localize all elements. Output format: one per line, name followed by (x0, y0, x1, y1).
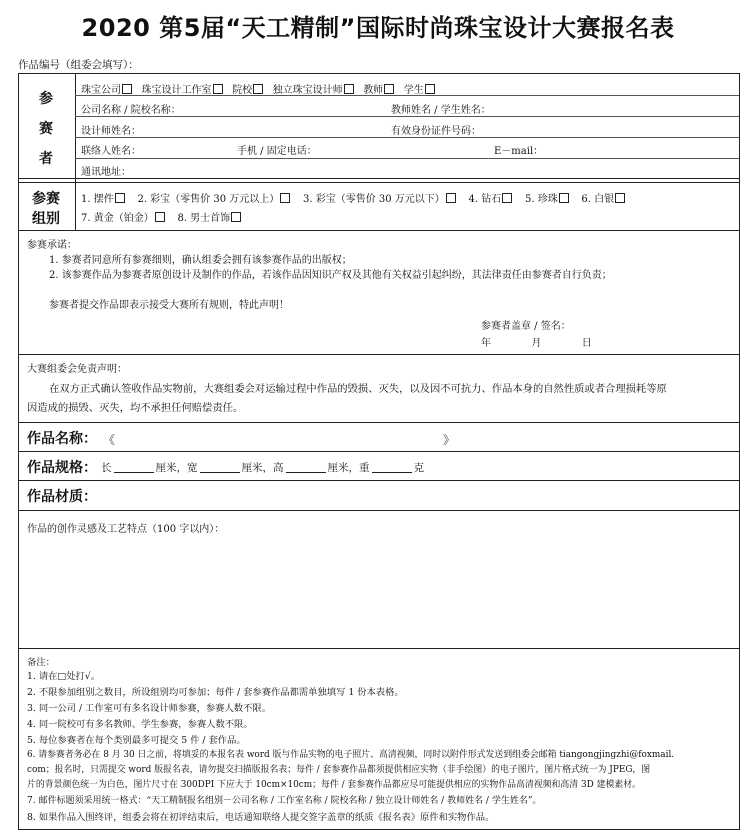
group-option-2: 2. 彩宝（零售价 30 万元以上） (137, 194, 280, 205)
date-day-label: 日 (581, 338, 592, 349)
checkbox-company[interactable] (122, 84, 132, 94)
address-field[interactable]: 通讯地址： (81, 167, 131, 178)
group-option-1: 1. 摆件 (81, 194, 114, 205)
note-4: 4. 同一院校可有多名教师、学生参赛，参赛人数不限。 (27, 719, 253, 730)
note-5: 5. 每位参赛者在每个类别最多可提交 5 件 / 套作品。 (27, 735, 246, 746)
type-student: 学生 (403, 85, 424, 96)
checkbox-group-8[interactable] (231, 212, 241, 222)
checkbox-group-4[interactable] (502, 193, 512, 203)
group-side-label-1: 参赛 (32, 191, 60, 207)
work-name-input[interactable] (119, 428, 439, 446)
participant-side-label-1: 参 (39, 91, 53, 107)
checkbox-teacher[interactable] (384, 84, 394, 94)
commitment-heading: 参赛承诺： (27, 240, 77, 251)
width-input[interactable] (200, 462, 240, 473)
participant-side-label-3: 者 (39, 151, 53, 167)
inspiration-label: 作品的创作灵感及工艺特点（100 字以内）： (27, 524, 225, 535)
height-input[interactable] (286, 462, 326, 473)
checkbox-student[interactable] (425, 84, 435, 94)
participant-side-label-2: 赛 (39, 121, 53, 137)
date-year-label: 年 (481, 338, 491, 349)
inspiration-textarea[interactable] (27, 536, 727, 642)
note-6-line-3: 片的背景颜色统一为白色，图片尺寸在 300DPI 下应大于 10cm×10cm；每件 / 套参赛作品都应尽可能提供相应的实物作品高清视频和高清 3D 建模素材。 (27, 780, 641, 790)
group-option-4: 4. 钻石 (468, 194, 502, 205)
disclaimer-heading: 大赛组委会免责声明： (27, 364, 127, 375)
disclaimer-line-2: 因造成的损毁、灭失，均不承担任何赔偿责任。 (27, 402, 244, 414)
group-option-7: 7. 黄金（铂金） (81, 213, 154, 224)
checkbox-group-6[interactable] (615, 193, 625, 203)
contact-name-field[interactable]: 联络人姓名： (81, 146, 141, 157)
phone-field[interactable]: 手机 / 固定电话： (237, 146, 317, 157)
signature-date (481, 334, 592, 349)
work-name-open-bracket: 《 (103, 433, 116, 447)
type-school: 院校 (232, 85, 253, 96)
note-6-line-1: 6. 请参赛者务必在 8 月 30 日之前，将填妥的本报名表 word 版与作品实物的电子照片、高清视频，同时以附件形式发送到组委会邮箱 tiangongjingzhi@foxmail. (27, 750, 675, 760)
commitment-item-1: 1. 参赛者同意所有参赛细则，确认组委会拥有该参赛作品的出版权； (49, 255, 352, 266)
height-label: 厘米，高 (241, 462, 284, 474)
group-option-5: 5. 珍珠 (524, 194, 558, 205)
checkbox-school[interactable] (253, 84, 263, 94)
work-name-close-bracket: 》 (443, 433, 456, 447)
signature-field[interactable]: 参赛者盖章 / 签名： (481, 321, 571, 332)
commitment-item-2: 2. 该参赛作品为参赛者原创设计及制作的作品，若该作品因知识产权及其他有关权益引起纠纷，其法律责任由参赛者自行负责； (49, 270, 612, 281)
group-side-label-2: 组别 (32, 211, 60, 227)
date-month-label: 月 (531, 338, 542, 349)
side-divider (75, 74, 76, 183)
work-material-label: 作品材质： (27, 489, 97, 505)
length-input[interactable] (114, 462, 154, 473)
checkbox-group-1[interactable] (115, 193, 125, 203)
weight-input[interactable] (372, 462, 412, 473)
note-2: 2. 不限参加组别之数目，所设组别均可参加；每件 / 套参赛作品都需单独填写 1 份本表格。 (27, 687, 404, 698)
work-name-label: 作品名称： (27, 431, 97, 447)
type-studio: 珠宝设计工作室 (141, 85, 212, 96)
form-title: 2020 第5届“天工精制”国际时尚珠宝设计大赛报名表 (81, 14, 675, 42)
participant-type-row (81, 81, 435, 96)
note-3: 3. 同一公司 / 工作室可有多名设计师参赛，参赛人数不限。 (27, 703, 271, 714)
commitment-statement: 参赛者提交作品即表示接受大赛所有规则，特此声明！ (49, 300, 289, 311)
work-material-input[interactable] (99, 484, 729, 506)
width-label: 厘米，宽 (155, 462, 198, 474)
registration-form (18, 73, 740, 830)
group-row-2 (81, 209, 241, 224)
checkbox-independent[interactable] (344, 84, 354, 94)
disclaimer-line-1: 在双方正式确认签收作品实物前，大赛组委会对运输过程中作品的毁损、灭失，以及因不可抗力、作品本身的自然性质或者合理损耗等原 (49, 383, 667, 395)
type-independent: 独立珠宝设计师 (272, 85, 343, 96)
gram-label: 克 (413, 462, 424, 474)
group-option-3: 3. 彩宝（零售价 30 万元以下） (302, 194, 445, 205)
email-field[interactable]: E－mail： (494, 146, 544, 157)
type-company: 珠宝公司 (81, 85, 121, 96)
note-1: 1. 请在□处打√。 (27, 671, 101, 682)
checkbox-group-2[interactable] (280, 193, 290, 203)
work-spec-fields (101, 460, 424, 475)
designer-name-field[interactable]: 设计师姓名： (81, 126, 141, 137)
checkbox-studio[interactable] (213, 84, 223, 94)
company-name-field[interactable]: 公司名称 / 院校名称： (81, 105, 181, 116)
id-number-field[interactable]: 有效身份证件号码： (391, 126, 481, 137)
teacher-student-name-field[interactable]: 教师姓名 / 学生姓名： (391, 105, 491, 116)
group-row-1 (81, 190, 625, 205)
checkbox-group-5[interactable] (559, 193, 569, 203)
group-option-8: 8. 男士首饰 (177, 213, 231, 224)
work-spec-label: 作品规格： (27, 460, 97, 476)
checkbox-group-3[interactable] (446, 193, 456, 203)
group-option-6: 6. 白银 (581, 194, 615, 205)
note-6-line-2: com；报名时，只需提交 word 版报名表，请勿提交扫描版报名表；每件 / 套参赛作品都须提供相应实物（非手绘图）的电子图片，图片格式统一为 JPEG，图 (27, 765, 651, 775)
note-8: 8. 如果作品入围终评，组委会将在初评结束后，电话通知联络人提交签字盖章的纸质《报名表》原件和实物作品。 (27, 812, 495, 823)
note-7: 7. 邮件标题须采用统一格式：“天工精制报名组别－公司名称 / 工作室名称 / 院校名称 / 独立设计师姓名 / 教师姓名 / 学生姓名”。 (27, 796, 542, 806)
checkbox-group-7[interactable] (155, 212, 165, 222)
serial-number-label: 作品编号（组委会填写）： (18, 59, 139, 71)
weight-label: 厘米，重 (327, 462, 370, 474)
type-teacher: 教师 (363, 85, 384, 96)
notes-heading: 备注： (27, 657, 55, 668)
length-label: 长 (101, 462, 112, 474)
